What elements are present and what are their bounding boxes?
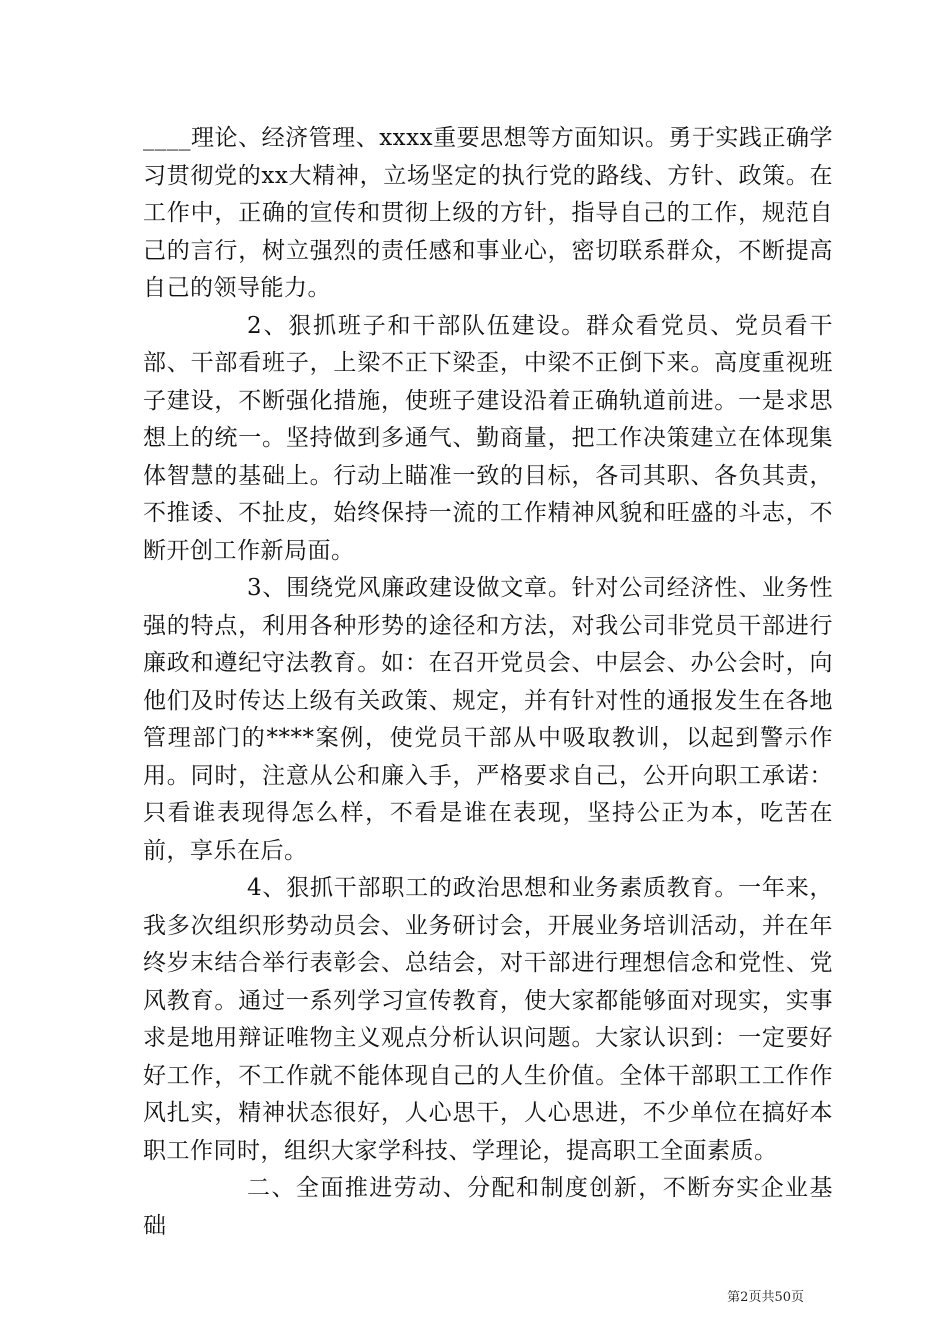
paragraph-item-4: 4、狠抓干部职工的政治思想和业务素质教育。一年来，我多次组织形势动员会、业务研讨会，开展业务培训活动，并在年终岁末结合举行表彰会、总结会，对干部进行理想信念和党性、党风教育。通过一系列学习宣传教育，使大家都能够面对现实，实事求是地用辩证唯物主义观点分析认识问题。大家认识到：一定要好好工作，不工作就不能体现自己的人生价值。全体干部职工工作作风扎实，精神状态很好，人心思干，人心思进，不少单位在搞好本职工作同时，组织大家学科技、学理论，提高职工全面素质。 bbox=[143, 875, 833, 1164]
section-heading-2: 二、全面推进劳动、分配和制度创新，不断夯实企业基础 bbox=[143, 1175, 833, 1239]
page-number-footer: 第2页共50页 bbox=[727, 1290, 804, 1305]
paragraph-item-2: 2、狠抓班子和干部队伍建设。群众看党员、党员看干部、干部看班子，上梁不正下梁歪，中梁不正倒下来。高度重视班子建设，不断强化措施，使班子建设沿着正确轨道前进。一是求思想上的统一。坚持做到多通气、勤商量，把工作决策建立在体现集体智慧的基础上。行动上瞄准一致的目标，各司其职、各负其责，不推诿、不扯皮，始终保持一流的工作精神风貌和旺盛的斗志，不断开创工作新局面。 bbox=[143, 312, 833, 564]
document-body bbox=[143, 120, 833, 1245]
paragraph-item-3: 3、围绕党风廉政建设做文章。针对公司经济性、业务性强的特点，利用各种形势的途径和方法，对我公司非党员干部进行廉政和遵纪守法教育。如：在召开党员会、中层会、办公会时，向他们及时传达上级有关政策、规定，并有针对性的通报发生在各地管理部门的****案例，使党员干部从中吸取教训，以起到警示作用。同时，注意从公和廉入手，严格要求自己，公开向职工承诺：只看谁表现得怎么样，不看是谁在表现，坚持公正为本，吃苦在前，享乐在后。 bbox=[143, 575, 833, 864]
paragraph-continuation: ____理论、经济管理、xxxx重要思想等方面知识。勇于实践正确学习贯彻党的xx大精神，立场坚定的执行党的路线、方针、政策。在工作中，正确的宣传和贯彻上级的方针，指导自己的工作，规范自己的言行，树立强烈的责任感和事业心，密切联系群众，不断提高自己的领导能力。 bbox=[143, 125, 833, 301]
